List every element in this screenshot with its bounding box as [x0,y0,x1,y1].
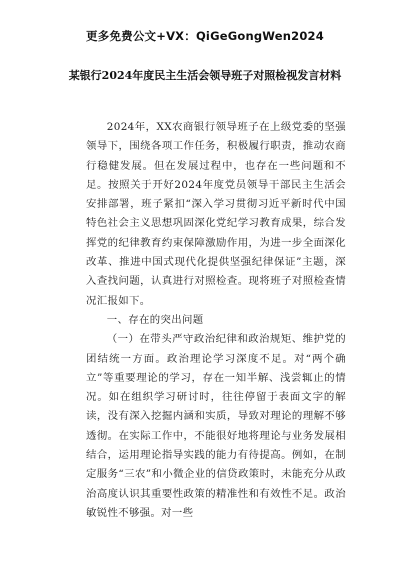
document-body [86,118,346,523]
document-title: 某银行2024年度民主生活会领导班子对照检视发言材料 [68,69,342,82]
section-paragraph: （一）在带头严守政治纪律和政治规矩、维护党的团结统一方面。政治理论学习深度不足。对“两个确立”等重要理论的学习，存在一知半解、浅尝辄止的情况。如在组织学习研讨时，往往停留于表面文字的解读，没有深入挖掘内涵和实质，导致对理论的理解不够透彻。在实际工作中，不能很好地将理论与业务发展相结合，运用理论指导实践的能力有待提高。例如，在制定服务“三农”和小微企业的信贷政策时，未能充分从政治高度认识其重要性政策的精准性和有效性不足。政治敏锐性不够强。对一些 [86,333,346,519]
section-heading: 一、存在的突出问题 [106,313,204,326]
intro-paragraph: 2024年，XX农商银行领导班子在上级党委的坚强领导下，围绕各项工作任务，积极履行职责，推动农商行稳健发展。但在发展过程中，也存在一些问题和不足。按照关于开好2024年度党员领导干部民主生活会安排部署，班子紧扣“深入学习贯彻习近平新时代中国特色社会主义思想巩固深化党纪学习教育成果，综合发挥党的纪律教育约束保障激励作用，为进一步全面深化改革、推进中国式现代化提供坚强纪律保证”主题，深入查找问题，认真进行对照检查。现将班子对照检查情况汇报如下。 [86,121,346,307]
promo-banner: 更多免费公文+VX：QiGeGongWen2024 [86,29,324,43]
